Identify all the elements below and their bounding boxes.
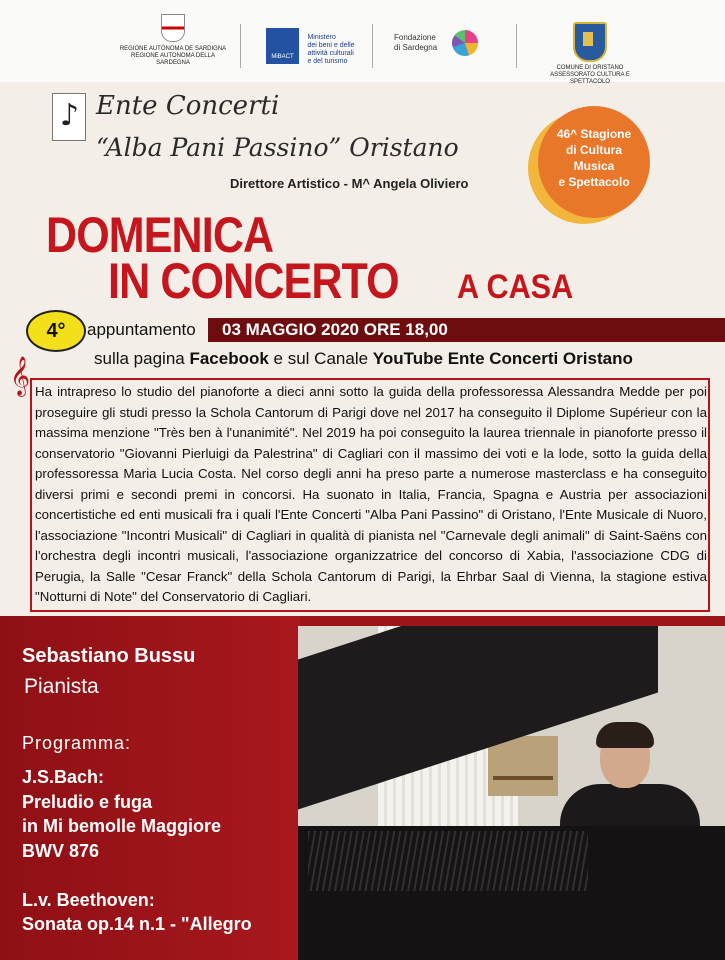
mibact-logo xyxy=(266,28,355,66)
season-line-4: e Spettacolo xyxy=(558,175,630,189)
season-line-1: 46^ Stagione xyxy=(556,127,632,141)
bio-text: Ha intrapreso lo studio del pianoforte a dieci anni sotto la guida della professoressa Alessandra Medde per poi proseguire gli studi presso la Schola Cantorum di Parigi dove nel 2017 ha conseguito il Diplome Supérieur con la massima menzione "Très ben à l'unanimité". Nel 2019 ha poi conseguito la laurea triennale in pianoforte presso il conservatorio "Giovanni Pierluigi da Palestrina" di Cagliari con il massimo dei voti e la lode, sotto la guida della professoressa Maria Lucia Costa. Nel corso degli anni ha preso parte a numerose masterclass e ha conseguito diversi primi e secondi premi in concorsi. Ha suonato in Italia, Francia, Spagna e Austria per associazioni concertistiche ed enti musicali fra i quali l'Ente Concerti "Alba Pani Passino" di Oristano, l'Ente Musicale di Nuoro, l'associazione "Incontri Musicali" di Cagliari in qualità di pianista nel "Carnevale degli animali" di Saint-Saëns con l'orchestra degli incontri musicali, l'associazione organizzatrice del concorso di Xabia, l'associazione CDG di Perugia, la Salle "Cesar Franck" della Schola Cantorum di Parigi, la Ehrbar Saal di Vienna, la stagione estiva "Notturni di Note" del Conservatorio di Cagliari. xyxy=(35,384,707,604)
program-line: L.v. Beethoven: xyxy=(22,889,155,910)
fondazione-logo xyxy=(394,30,478,56)
mibact-mark-icon xyxy=(266,28,299,64)
program-line: Preludio e fuga xyxy=(22,791,153,812)
mibact-text xyxy=(307,34,354,66)
program-title: Programma: xyxy=(22,733,132,753)
program-line: in Mi bemolle Maggiore xyxy=(22,816,222,836)
headline-line2: IN CONCERTO xyxy=(108,253,399,309)
oristano-logo xyxy=(540,22,640,86)
piano-strings xyxy=(308,831,588,891)
youtube-label: YouTube Ente Concerti Oristano xyxy=(372,349,633,368)
divider xyxy=(516,24,517,68)
mibact-line-1: Ministero xyxy=(307,34,336,41)
mibact-line-2: dei beni e delle xyxy=(307,42,355,49)
headline-line1: DOMENICA xyxy=(46,207,274,263)
org-name-line2: “Alba Pani Passino” Oristano xyxy=(96,133,459,162)
mibact-abbr: MiBACT xyxy=(271,54,294,60)
fondazione-line-1: Fondazione xyxy=(394,33,436,42)
oristano-text-2: ASSESSORATO CULTURA E SPETTACOLO xyxy=(550,72,630,85)
season-line-3: Musica xyxy=(573,159,615,173)
facebook-label: Facebook xyxy=(189,349,269,368)
mibact-line-4: e del turismo xyxy=(307,58,348,65)
program-line: Sonata op.14 n.1 - "Allegro xyxy=(22,914,252,934)
program-line: BWV 876 xyxy=(22,840,100,861)
appointment-number: 4° xyxy=(46,320,66,342)
social-channels xyxy=(94,349,633,369)
treble-clef-icon: 𝄞 xyxy=(10,356,31,396)
program-line: J.S.Bach: xyxy=(22,767,105,787)
season-line-2: di Cultura xyxy=(566,143,622,157)
sardegna-text-2: REGIONE AUTONOMA DELLA SARDEGNA xyxy=(131,53,215,66)
headline-line3: A CASA xyxy=(457,268,574,306)
sardegna-logo xyxy=(118,14,228,67)
fondazione-text xyxy=(394,33,437,53)
oristano-crest-icon xyxy=(573,22,607,62)
oristano-text-1: COMUNE DI ORISTANO xyxy=(556,65,624,71)
artistic-director: Direttore Artistico - M^ Angela Oliviero xyxy=(230,176,469,191)
shelf xyxy=(488,736,558,796)
divider xyxy=(372,24,373,68)
appointment-number-badge xyxy=(26,310,86,352)
mibact-line-3: attività culturali xyxy=(307,50,354,57)
fondazione-line-2: di Sardegna xyxy=(394,43,438,52)
appointment-datetime: 03 MAGGIO 2020 ORE 18,00 xyxy=(222,320,448,339)
sardegna-crest-icon xyxy=(161,14,185,42)
social-mid: e sul Canale xyxy=(268,349,373,368)
social-prefix: sulla pagina xyxy=(94,349,190,368)
divider xyxy=(240,24,241,68)
performer-photo xyxy=(298,626,725,960)
logo-strip xyxy=(0,0,725,85)
shelf-board xyxy=(493,776,553,780)
performer-role: Pianista xyxy=(24,675,99,698)
appointment-label: appuntamento xyxy=(87,320,196,339)
fondazione-pie-icon xyxy=(452,30,478,56)
sardegna-text-1: REGIONE AUTÒNOMA DE SARDIGNA xyxy=(119,46,227,52)
program-spacer xyxy=(22,863,252,888)
ente-logo-icon: ♪ xyxy=(52,93,86,141)
season-badge xyxy=(538,106,650,218)
performer-name: Sebastiano Bussu xyxy=(22,645,196,667)
program-list xyxy=(22,765,252,937)
org-name-line1: Ente Concerti xyxy=(96,91,280,121)
